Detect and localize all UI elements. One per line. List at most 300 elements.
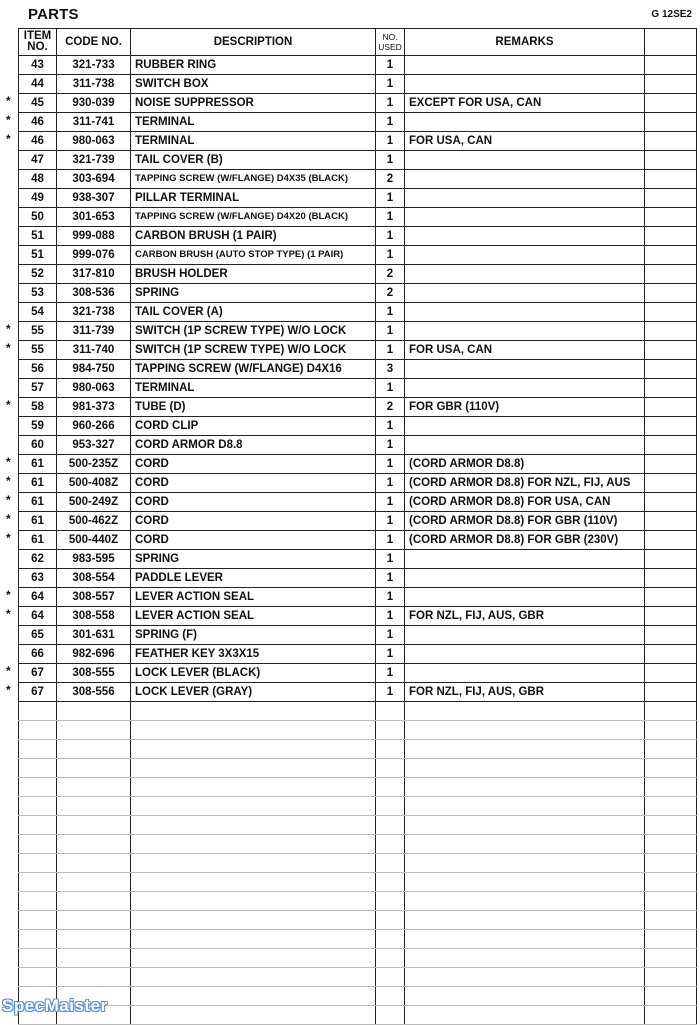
quantity-cell: 1 bbox=[376, 512, 405, 531]
empty-cell bbox=[57, 759, 131, 778]
table-row bbox=[19, 512, 697, 531]
remarks-cell: FOR USA, CAN bbox=[405, 341, 645, 360]
empty-cell bbox=[131, 987, 376, 1006]
empty-cell bbox=[376, 740, 405, 759]
empty-cell bbox=[376, 892, 405, 911]
code-no-cell: 317-810 bbox=[57, 265, 131, 284]
empty-cell bbox=[376, 759, 405, 778]
empty-cell bbox=[645, 797, 697, 816]
change-mark: * bbox=[6, 607, 11, 621]
item-no-cell: 60 bbox=[19, 436, 57, 455]
remarks-cell: EXCEPT FOR USA, CAN bbox=[405, 94, 645, 113]
code-no-cell: 301-653 bbox=[57, 208, 131, 227]
empty-cell bbox=[57, 797, 131, 816]
code-no-cell: 308-555 bbox=[57, 664, 131, 683]
empty-cell bbox=[405, 873, 645, 892]
empty-cell bbox=[405, 740, 645, 759]
extra-cell bbox=[645, 170, 697, 189]
item-no-cell: 44 bbox=[19, 75, 57, 94]
code-no-cell: 981-373 bbox=[57, 398, 131, 417]
item-no-cell: 63 bbox=[19, 569, 57, 588]
code-no-cell: 311-740 bbox=[57, 341, 131, 360]
item-no-cell: 55 bbox=[19, 341, 57, 360]
quantity-cell: 1 bbox=[376, 227, 405, 246]
change-mark: * bbox=[6, 664, 11, 678]
extra-cell bbox=[645, 56, 697, 75]
empty-cell bbox=[645, 759, 697, 778]
empty-cell bbox=[376, 987, 405, 1006]
item-no-cell: 55 bbox=[19, 322, 57, 341]
item-no-cell: 58 bbox=[19, 398, 57, 417]
code-no-cell: 311-739 bbox=[57, 322, 131, 341]
table-row bbox=[19, 113, 697, 132]
extra-cell bbox=[645, 588, 697, 607]
extra-cell bbox=[645, 645, 697, 664]
change-mark: * bbox=[6, 455, 11, 469]
description-cell: NOISE SUPPRESSOR bbox=[131, 94, 376, 113]
code-no-cell: 982-696 bbox=[57, 645, 131, 664]
quantity-cell: 1 bbox=[376, 322, 405, 341]
empty-cell bbox=[376, 778, 405, 797]
description-cell: BRUSH HOLDER bbox=[131, 265, 376, 284]
description-cell: LEVER ACTION SEAL bbox=[131, 588, 376, 607]
empty-cell bbox=[131, 968, 376, 987]
empty-cell bbox=[645, 987, 697, 1006]
remarks-cell bbox=[405, 417, 645, 436]
description-cell: SWITCH BOX bbox=[131, 75, 376, 94]
extra-cell bbox=[645, 683, 697, 702]
empty-cell bbox=[376, 911, 405, 930]
empty-cell bbox=[405, 702, 645, 721]
code-no-cell: 308-557 bbox=[57, 588, 131, 607]
item-no-cell: 46 bbox=[19, 113, 57, 132]
quantity-cell: 1 bbox=[376, 664, 405, 683]
parts-table-container bbox=[18, 28, 696, 1025]
code-no-cell: 999-088 bbox=[57, 227, 131, 246]
empty-cell bbox=[57, 835, 131, 854]
code-no-cell: 321-733 bbox=[57, 56, 131, 75]
table-row bbox=[19, 569, 697, 588]
item-no-cell: 61 bbox=[19, 512, 57, 531]
extra-cell bbox=[645, 284, 697, 303]
extra-cell bbox=[645, 75, 697, 94]
empty-cell bbox=[645, 816, 697, 835]
change-mark: * bbox=[6, 113, 11, 127]
change-mark: * bbox=[6, 94, 11, 108]
code-no-cell: 321-739 bbox=[57, 151, 131, 170]
change-mark: * bbox=[6, 398, 11, 412]
extra-cell bbox=[645, 189, 697, 208]
table-row bbox=[19, 683, 697, 702]
description-cell: CARBON BRUSH (AUTO STOP TYPE) (1 PAIR) bbox=[131, 246, 376, 265]
quantity-cell: 1 bbox=[376, 645, 405, 664]
remarks-cell bbox=[405, 265, 645, 284]
empty-cell bbox=[19, 873, 57, 892]
empty-cell bbox=[645, 835, 697, 854]
table-row bbox=[19, 379, 697, 398]
code-no-cell: 953-327 bbox=[57, 436, 131, 455]
empty-cell bbox=[376, 1006, 405, 1025]
empty-cell bbox=[131, 702, 376, 721]
empty-row bbox=[19, 911, 697, 930]
empty-cell bbox=[57, 892, 131, 911]
remarks-cell bbox=[405, 626, 645, 645]
quantity-cell: 1 bbox=[376, 246, 405, 265]
empty-cell bbox=[57, 911, 131, 930]
empty-cell bbox=[405, 759, 645, 778]
code-no-cell: 500-235Z bbox=[57, 455, 131, 474]
code-no-cell: 311-738 bbox=[57, 75, 131, 94]
empty-row bbox=[19, 721, 697, 740]
empty-cell bbox=[405, 949, 645, 968]
description-cell: TAPPING SCREW (W/FLANGE) D4X35 (BLACK) bbox=[131, 170, 376, 189]
remarks-cell: (CORD ARMOR D8.8) FOR GBR (230V) bbox=[405, 531, 645, 550]
code-no-cell: 930-039 bbox=[57, 94, 131, 113]
table-row bbox=[19, 664, 697, 683]
empty-cell bbox=[19, 930, 57, 949]
quantity-cell: 2 bbox=[376, 398, 405, 417]
table-row bbox=[19, 56, 697, 75]
code-no-cell: 308-554 bbox=[57, 569, 131, 588]
empty-cell bbox=[19, 892, 57, 911]
description-cell: CORD bbox=[131, 531, 376, 550]
extra-cell bbox=[645, 607, 697, 626]
item-no-cell: 61 bbox=[19, 474, 57, 493]
quantity-cell: 1 bbox=[376, 303, 405, 322]
empty-cell bbox=[376, 949, 405, 968]
empty-cell bbox=[645, 892, 697, 911]
empty-cell bbox=[645, 1006, 697, 1025]
description-cell: CORD bbox=[131, 455, 376, 474]
table-row bbox=[19, 550, 697, 569]
quantity-cell: 1 bbox=[376, 683, 405, 702]
remarks-cell: (CORD ARMOR D8.8) FOR NZL, FIJ, AUS bbox=[405, 474, 645, 493]
quantity-cell: 1 bbox=[376, 75, 405, 94]
change-mark: * bbox=[6, 512, 11, 526]
table-row bbox=[19, 322, 697, 341]
empty-row bbox=[19, 854, 697, 873]
description-cell: TERMINAL bbox=[131, 379, 376, 398]
code-no-cell: 308-558 bbox=[57, 607, 131, 626]
empty-cell bbox=[405, 854, 645, 873]
empty-cell bbox=[131, 778, 376, 797]
description-cell: TAIL COVER (B) bbox=[131, 151, 376, 170]
empty-row bbox=[19, 759, 697, 778]
remarks-cell bbox=[405, 550, 645, 569]
empty-cell bbox=[405, 778, 645, 797]
empty-cell bbox=[19, 740, 57, 759]
empty-row bbox=[19, 949, 697, 968]
quantity-cell: 1 bbox=[376, 474, 405, 493]
empty-cell bbox=[405, 721, 645, 740]
extra-cell bbox=[645, 132, 697, 151]
item-no-cell: 48 bbox=[19, 170, 57, 189]
empty-cell bbox=[376, 930, 405, 949]
table-row bbox=[19, 151, 697, 170]
empty-cell bbox=[131, 949, 376, 968]
quantity-cell: 1 bbox=[376, 151, 405, 170]
empty-cell bbox=[131, 816, 376, 835]
empty-cell bbox=[131, 930, 376, 949]
description-cell: RUBBER RING bbox=[131, 56, 376, 75]
table-row bbox=[19, 588, 697, 607]
remarks-cell bbox=[405, 151, 645, 170]
change-mark: * bbox=[6, 322, 11, 336]
empty-cell bbox=[645, 854, 697, 873]
empty-row bbox=[19, 987, 697, 1006]
remarks-cell bbox=[405, 208, 645, 227]
empty-cell bbox=[19, 721, 57, 740]
table-row bbox=[19, 531, 697, 550]
description-cell: TERMINAL bbox=[131, 132, 376, 151]
description-cell: TAIL COVER (A) bbox=[131, 303, 376, 322]
empty-cell bbox=[405, 1006, 645, 1025]
remarks-cell: FOR NZL, FIJ, AUS, GBR bbox=[405, 683, 645, 702]
item-no-cell: 66 bbox=[19, 645, 57, 664]
empty-cell bbox=[405, 968, 645, 987]
empty-row bbox=[19, 797, 697, 816]
empty-cell bbox=[57, 778, 131, 797]
extra-cell bbox=[645, 246, 697, 265]
empty-cell bbox=[376, 797, 405, 816]
empty-cell bbox=[131, 911, 376, 930]
table-row bbox=[19, 94, 697, 113]
extra-cell bbox=[645, 151, 697, 170]
header-code-no: CODE NO. bbox=[57, 29, 131, 56]
table-row bbox=[19, 436, 697, 455]
item-no-cell: 45 bbox=[19, 94, 57, 113]
table-row bbox=[19, 132, 697, 151]
empty-row bbox=[19, 816, 697, 835]
code-no-cell: 500-462Z bbox=[57, 512, 131, 531]
item-no-cell: 46 bbox=[19, 132, 57, 151]
empty-row bbox=[19, 892, 697, 911]
empty-cell bbox=[645, 721, 697, 740]
empty-cell bbox=[19, 911, 57, 930]
description-cell: CORD bbox=[131, 493, 376, 512]
item-no-cell: 53 bbox=[19, 284, 57, 303]
description-cell: TAPPING SCREW (W/FLANGE) D4X16 bbox=[131, 360, 376, 379]
empty-cell bbox=[57, 968, 131, 987]
empty-cell bbox=[645, 949, 697, 968]
empty-cell bbox=[57, 816, 131, 835]
empty-cell bbox=[376, 702, 405, 721]
item-no-cell: 67 bbox=[19, 664, 57, 683]
extra-cell bbox=[645, 208, 697, 227]
code-no-cell: 980-063 bbox=[57, 379, 131, 398]
empty-cell bbox=[131, 759, 376, 778]
header-extra bbox=[645, 29, 697, 56]
description-cell: TUBE (D) bbox=[131, 398, 376, 417]
empty-cell bbox=[57, 721, 131, 740]
quantity-cell: 1 bbox=[376, 132, 405, 151]
item-no-cell: 61 bbox=[19, 493, 57, 512]
description-cell: CORD ARMOR D8.8 bbox=[131, 436, 376, 455]
extra-cell bbox=[645, 455, 697, 474]
remarks-cell bbox=[405, 227, 645, 246]
quantity-cell: 1 bbox=[376, 189, 405, 208]
empty-cell bbox=[645, 740, 697, 759]
header-no-used: NO. USED bbox=[376, 29, 405, 56]
code-no-cell: 301-631 bbox=[57, 626, 131, 645]
empty-cell bbox=[405, 797, 645, 816]
item-no-cell: 61 bbox=[19, 531, 57, 550]
extra-cell bbox=[645, 474, 697, 493]
empty-row bbox=[19, 778, 697, 797]
empty-row bbox=[19, 873, 697, 892]
extra-cell bbox=[645, 417, 697, 436]
remarks-cell bbox=[405, 588, 645, 607]
empty-cell bbox=[57, 930, 131, 949]
description-cell: LEVER ACTION SEAL bbox=[131, 607, 376, 626]
empty-cell bbox=[405, 835, 645, 854]
code-no-cell: 983-595 bbox=[57, 550, 131, 569]
quantity-cell: 1 bbox=[376, 341, 405, 360]
empty-cell bbox=[131, 892, 376, 911]
empty-cell bbox=[645, 911, 697, 930]
remarks-cell: (CORD ARMOR D8.8) FOR GBR (110V) bbox=[405, 512, 645, 531]
quantity-cell: 1 bbox=[376, 113, 405, 132]
remarks-cell bbox=[405, 360, 645, 379]
remarks-cell bbox=[405, 436, 645, 455]
parts-table-body bbox=[19, 56, 697, 1025]
change-mark: * bbox=[6, 341, 11, 355]
empty-cell bbox=[645, 968, 697, 987]
empty-cell bbox=[57, 873, 131, 892]
empty-cell bbox=[131, 721, 376, 740]
item-no-cell: 61 bbox=[19, 455, 57, 474]
remarks-cell: (CORD ARMOR D8.8) FOR USA, CAN bbox=[405, 493, 645, 512]
watermark: SpecMaister bbox=[2, 996, 108, 1015]
description-cell: CORD bbox=[131, 512, 376, 531]
extra-cell bbox=[645, 436, 697, 455]
code-no-cell: 980-063 bbox=[57, 132, 131, 151]
item-no-cell: 65 bbox=[19, 626, 57, 645]
empty-cell bbox=[19, 968, 57, 987]
table-row bbox=[19, 341, 697, 360]
empty-cell bbox=[376, 816, 405, 835]
code-no-cell: 500-249Z bbox=[57, 493, 131, 512]
table-row bbox=[19, 455, 697, 474]
code-no-cell: 500-440Z bbox=[57, 531, 131, 550]
empty-cell bbox=[19, 835, 57, 854]
table-row bbox=[19, 265, 697, 284]
empty-row bbox=[19, 968, 697, 987]
remarks-cell bbox=[405, 170, 645, 189]
remarks-cell: FOR NZL, FIJ, AUS, GBR bbox=[405, 607, 645, 626]
table-row bbox=[19, 189, 697, 208]
empty-cell bbox=[19, 702, 57, 721]
quantity-cell: 1 bbox=[376, 626, 405, 645]
description-cell: LOCK LEVER (GRAY) bbox=[131, 683, 376, 702]
quantity-cell: 2 bbox=[376, 265, 405, 284]
empty-cell bbox=[645, 778, 697, 797]
change-mark: * bbox=[6, 683, 11, 697]
empty-row bbox=[19, 740, 697, 759]
extra-cell bbox=[645, 398, 697, 417]
code-no-cell: 999-076 bbox=[57, 246, 131, 265]
empty-cell bbox=[645, 873, 697, 892]
extra-cell bbox=[645, 360, 697, 379]
quantity-cell: 3 bbox=[376, 360, 405, 379]
item-no-cell: 54 bbox=[19, 303, 57, 322]
table-row bbox=[19, 75, 697, 94]
change-mark: * bbox=[6, 588, 11, 602]
item-no-cell: 49 bbox=[19, 189, 57, 208]
empty-cell bbox=[19, 759, 57, 778]
table-row bbox=[19, 607, 697, 626]
empty-row bbox=[19, 702, 697, 721]
description-cell: TERMINAL bbox=[131, 113, 376, 132]
description-cell: SWITCH (1P SCREW TYPE) W/O LOCK bbox=[131, 341, 376, 360]
table-row bbox=[19, 474, 697, 493]
remarks-cell bbox=[405, 303, 645, 322]
code-no-cell: 308-556 bbox=[57, 683, 131, 702]
code-no-cell: 938-307 bbox=[57, 189, 131, 208]
quantity-cell: 1 bbox=[376, 550, 405, 569]
code-no-cell: 311-741 bbox=[57, 113, 131, 132]
item-no-cell: 47 bbox=[19, 151, 57, 170]
table-row bbox=[19, 493, 697, 512]
remarks-cell bbox=[405, 75, 645, 94]
extra-cell bbox=[645, 94, 697, 113]
change-mark: * bbox=[6, 493, 11, 507]
item-no-cell: 50 bbox=[19, 208, 57, 227]
description-cell: PILLAR TERMINAL bbox=[131, 189, 376, 208]
change-mark: * bbox=[6, 531, 11, 545]
extra-cell bbox=[645, 512, 697, 531]
header-remarks: REMARKS bbox=[405, 29, 645, 56]
empty-cell bbox=[645, 930, 697, 949]
empty-cell bbox=[376, 968, 405, 987]
item-no-cell: 67 bbox=[19, 683, 57, 702]
quantity-cell: 1 bbox=[376, 379, 405, 398]
extra-cell bbox=[645, 113, 697, 132]
empty-cell bbox=[57, 854, 131, 873]
quantity-cell: 1 bbox=[376, 569, 405, 588]
empty-cell bbox=[131, 835, 376, 854]
extra-cell bbox=[645, 626, 697, 645]
empty-cell bbox=[131, 797, 376, 816]
quantity-cell: 1 bbox=[376, 94, 405, 113]
item-no-cell: 43 bbox=[19, 56, 57, 75]
description-cell: CORD bbox=[131, 474, 376, 493]
remarks-cell: (CORD ARMOR D8.8) bbox=[405, 455, 645, 474]
empty-row bbox=[19, 1006, 697, 1025]
code-no-cell: 960-266 bbox=[57, 417, 131, 436]
empty-cell bbox=[376, 854, 405, 873]
empty-cell bbox=[19, 854, 57, 873]
item-no-cell: 59 bbox=[19, 417, 57, 436]
remarks-cell: FOR USA, CAN bbox=[405, 132, 645, 151]
item-no-cell: 57 bbox=[19, 379, 57, 398]
extra-cell bbox=[645, 550, 697, 569]
quantity-cell: 1 bbox=[376, 493, 405, 512]
model-code: G 12SE2 bbox=[651, 9, 692, 20]
extra-cell bbox=[645, 493, 697, 512]
quantity-cell: 2 bbox=[376, 284, 405, 303]
empty-cell bbox=[405, 930, 645, 949]
empty-cell bbox=[645, 702, 697, 721]
page-title: PARTS bbox=[28, 6, 79, 23]
parts-table bbox=[18, 28, 697, 1025]
table-row bbox=[19, 284, 697, 303]
empty-cell bbox=[19, 797, 57, 816]
description-cell: CORD CLIP bbox=[131, 417, 376, 436]
remarks-cell: FOR GBR (110V) bbox=[405, 398, 645, 417]
empty-cell bbox=[131, 854, 376, 873]
empty-cell bbox=[57, 740, 131, 759]
